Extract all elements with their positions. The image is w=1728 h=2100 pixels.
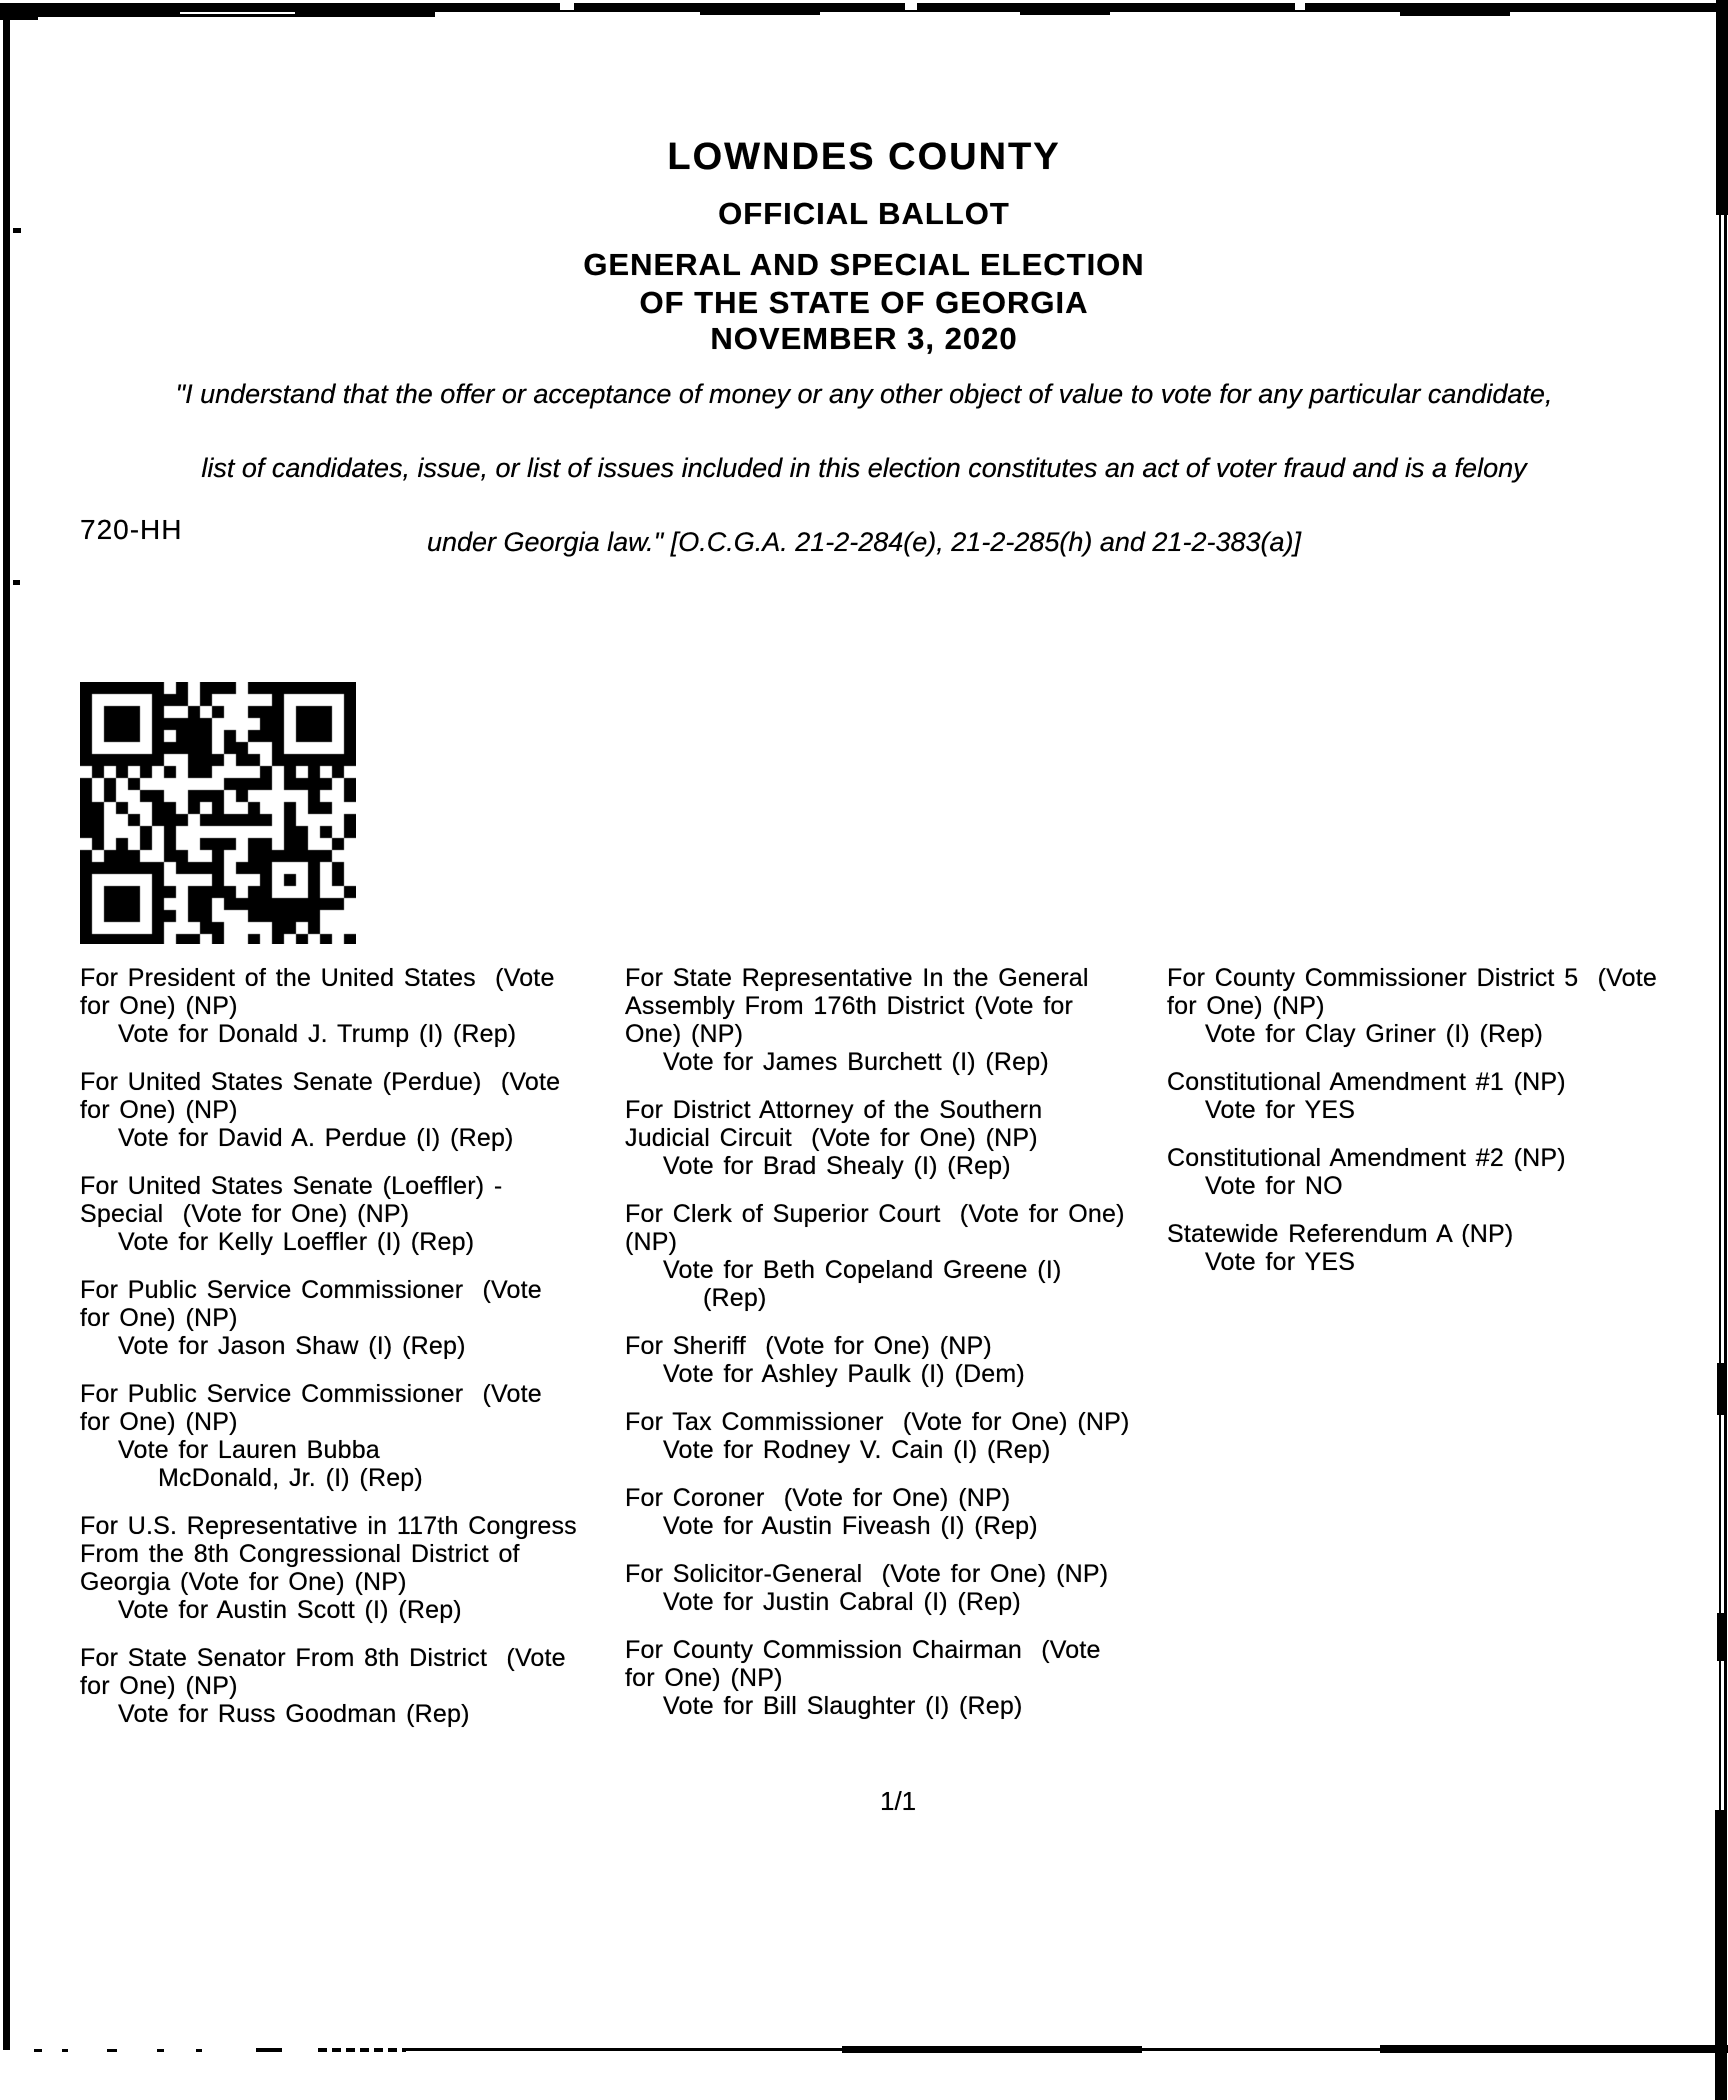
- election-title-line2: OF THE STATE OF GEORGIA: [639, 285, 1089, 320]
- scan-artifact-bottom-dash: [107, 2049, 117, 2052]
- contest: [625, 964, 1167, 1076]
- contest-title-line: for One) (NP): [1167, 992, 1325, 1020]
- scan-artifact-right-patch: [1717, 1613, 1725, 1661]
- contest: [625, 1332, 1167, 1388]
- scan-artifact-top-bump: [1400, 11, 1510, 16]
- contest-title-line: For United States Senate (Loeffler) -: [80, 1172, 503, 1200]
- contest: [625, 1484, 1167, 1540]
- contest-title-line: For Coroner (Vote for One) (NP): [625, 1484, 1011, 1512]
- contest: [625, 1560, 1167, 1616]
- contest: [1167, 1220, 1721, 1276]
- contest-title-line: Georgia (Vote for One) (NP): [80, 1568, 407, 1596]
- vote-line: Vote for Donald J. Trump (I) (Rep): [118, 1020, 517, 1048]
- vote-line: (Rep): [703, 1284, 767, 1312]
- scan-artifact-bottom-dash: [196, 2049, 202, 2052]
- contest-title-line: for One) (NP): [80, 1672, 238, 1700]
- scan-artifact-bottom-thick: [1380, 2045, 1728, 2053]
- ballot-column-2: [625, 964, 1167, 1740]
- vote-line: Vote for Rodney V. Cain (I) (Rep): [663, 1436, 1051, 1464]
- contest-title-line: One) (NP): [625, 1020, 744, 1048]
- contest: [625, 1408, 1167, 1464]
- scan-artifact-left-nub: [0, 6, 38, 20]
- scan-artifact-bottom-thick: [842, 2046, 1142, 2053]
- vote-line: Vote for Kelly Loeffler (I) (Rep): [118, 1228, 475, 1256]
- scan-artifact-bottom-dash: [256, 2048, 282, 2052]
- vote-line: Vote for Lauren Bubba: [118, 1436, 380, 1464]
- contest-title-line: For Clerk of Superior Court (Vote for One): [625, 1200, 1125, 1228]
- contest-title-line: for One) (NP): [80, 1304, 238, 1332]
- contest: [80, 1068, 622, 1152]
- ballot-column-1: [80, 964, 622, 1748]
- scan-artifact-top-notch: [1295, 3, 1305, 10]
- contest: [1167, 1068, 1721, 1124]
- contest-title-line: for One) (NP): [625, 1664, 783, 1692]
- contest-title-line: Assembly From 176th District (Vote for: [625, 992, 1074, 1020]
- page-number: 1/1: [880, 1786, 917, 1816]
- contest-title-line: For State Senator From 8th District (Vote: [80, 1644, 566, 1672]
- vote-line: McDonald, Jr. (I) (Rep): [158, 1464, 423, 1492]
- contest: [625, 1636, 1167, 1720]
- contest-title-line: Special (Vote for One) (NP): [80, 1200, 410, 1228]
- vote-line: Vote for Clay Griner (I) (Rep): [1205, 1020, 1544, 1048]
- contest-title-line: For Public Service Commissioner (Vote: [80, 1380, 542, 1408]
- contest-title-line: For Public Service Commissioner (Vote: [80, 1276, 542, 1304]
- disclaimer-line-1: "I understand that the offer or acceptance of money or any other object of value to vote for any particular candidate,: [175, 379, 1553, 409]
- vote-line: Vote for Jason Shaw (I) (Rep): [118, 1332, 466, 1360]
- ballot-column-3: [1167, 964, 1721, 1296]
- vote-line: Vote for YES: [1205, 1248, 1356, 1276]
- contest: [80, 1172, 622, 1256]
- vote-line: Vote for Ashley Paulk (I) (Dem): [663, 1360, 1025, 1388]
- contest-title-line: Judicial Circuit (Vote for One) (NP): [625, 1124, 1038, 1152]
- scan-artifact-bottom-dash: [62, 2049, 68, 2052]
- contest-title-line: for One) (NP): [80, 1408, 238, 1436]
- contest-title-line: for One) (NP): [80, 1096, 238, 1124]
- scan-artifact-bottom-dash: [34, 2049, 42, 2052]
- contest: [1167, 964, 1721, 1048]
- contest: [625, 1200, 1167, 1312]
- contest-title-line: For Tax Commissioner (Vote for One) (NP): [625, 1408, 1130, 1436]
- contest: [80, 1512, 622, 1624]
- contest-title-line: For United States Senate (Perdue) (Vote: [80, 1068, 561, 1096]
- disclaimer-line-2: list of candidates, issue, or list of issues included in this election constitutes an act of voter fraud and is a felony: [201, 453, 1527, 483]
- vote-line: Vote for Austin Scott (I) (Rep): [118, 1596, 462, 1624]
- vote-line: Vote for Bill Slaughter (I) (Rep): [663, 1692, 1023, 1720]
- contest-title-line: For President of the United States (Vote: [80, 964, 555, 992]
- county-title: LOWNDES COUNTY: [667, 136, 1061, 178]
- contest-title-line: Constitutional Amendment #1 (NP): [1167, 1068, 1566, 1096]
- scan-artifact-speck: [13, 580, 20, 585]
- scan-artifact-right-patch: [1716, 0, 1728, 215]
- election-date: NOVEMBER 3, 2020: [710, 321, 1018, 356]
- scan-artifact-top-bump: [1020, 11, 1110, 15]
- contest-title-line: For U.S. Representative in 117th Congress: [80, 1512, 577, 1540]
- scan-artifact-right-patch: [1715, 1810, 1726, 2100]
- contest: [1167, 1144, 1721, 1200]
- contest: [80, 1644, 622, 1728]
- vote-line: Vote for Austin Fiveash (I) (Rep): [663, 1512, 1038, 1540]
- contest-title-line: Statewide Referendum A (NP): [1167, 1220, 1514, 1248]
- vote-line: Vote for Beth Copeland Greene (I): [663, 1256, 1062, 1284]
- contest-title-line: From the 8th Congressional District of: [80, 1540, 520, 1568]
- scan-artifact-bottom-dashes: [318, 2048, 406, 2052]
- precinct-code: 720-HH: [80, 514, 183, 545]
- disclaimer-line-3: under Georgia law." [O.C.G.A. 21-2-284(e), 21-2-285(h) and 21-2-383(a)]: [426, 527, 1302, 557]
- vote-line: Vote for YES: [1205, 1096, 1356, 1124]
- vote-line: Vote for James Burchett (I) (Rep): [663, 1048, 1049, 1076]
- scan-artifact-right-patch: [1717, 1363, 1725, 1415]
- scan-artifact-bottom-dash: [157, 2049, 164, 2052]
- scan-artifact-top-notch: [905, 3, 917, 10]
- contest-title-line: for One) (NP): [80, 992, 238, 1020]
- contest-title-line: (NP): [625, 1228, 678, 1256]
- scan-artifact-top-line: [0, 14, 433, 17]
- contest-title-line: For State Representative In the General: [625, 964, 1089, 992]
- ballot-type-title: OFFICIAL BALLOT: [718, 196, 1010, 231]
- vote-line: Vote for NO: [1205, 1172, 1343, 1200]
- contest-title-line: For County Commissioner District 5 (Vote: [1167, 964, 1657, 992]
- contest-title-line: For County Commission Chairman (Vote: [625, 1636, 1101, 1664]
- vote-line: Vote for Russ Goodman (Rep): [118, 1700, 470, 1728]
- qr-code: [80, 682, 356, 944]
- contest: [625, 1096, 1167, 1180]
- vote-line: Vote for David A. Perdue (I) (Rep): [118, 1124, 514, 1152]
- contest-title-line: Constitutional Amendment #2 (NP): [1167, 1144, 1566, 1172]
- contest-title-line: For Solicitor-General (Vote for One) (NP): [625, 1560, 1109, 1588]
- vote-line: Vote for Brad Shealy (I) (Rep): [663, 1152, 1011, 1180]
- contest: [80, 1276, 622, 1360]
- contest: [80, 1380, 622, 1492]
- election-title-line1: GENERAL AND SPECIAL ELECTION: [583, 247, 1145, 282]
- vote-line: Vote for Justin Cabral (I) (Rep): [663, 1588, 1021, 1616]
- contest-title-line: For District Attorney of the Southern: [625, 1096, 1043, 1124]
- scan-artifact-top-notch: [560, 3, 574, 10]
- fraud-disclaimer: [0, 376, 1728, 561]
- contest-title-line: For Sheriff (Vote for One) (NP): [625, 1332, 992, 1360]
- contest: [80, 964, 622, 1048]
- scan-artifact-top-bump: [700, 11, 820, 15]
